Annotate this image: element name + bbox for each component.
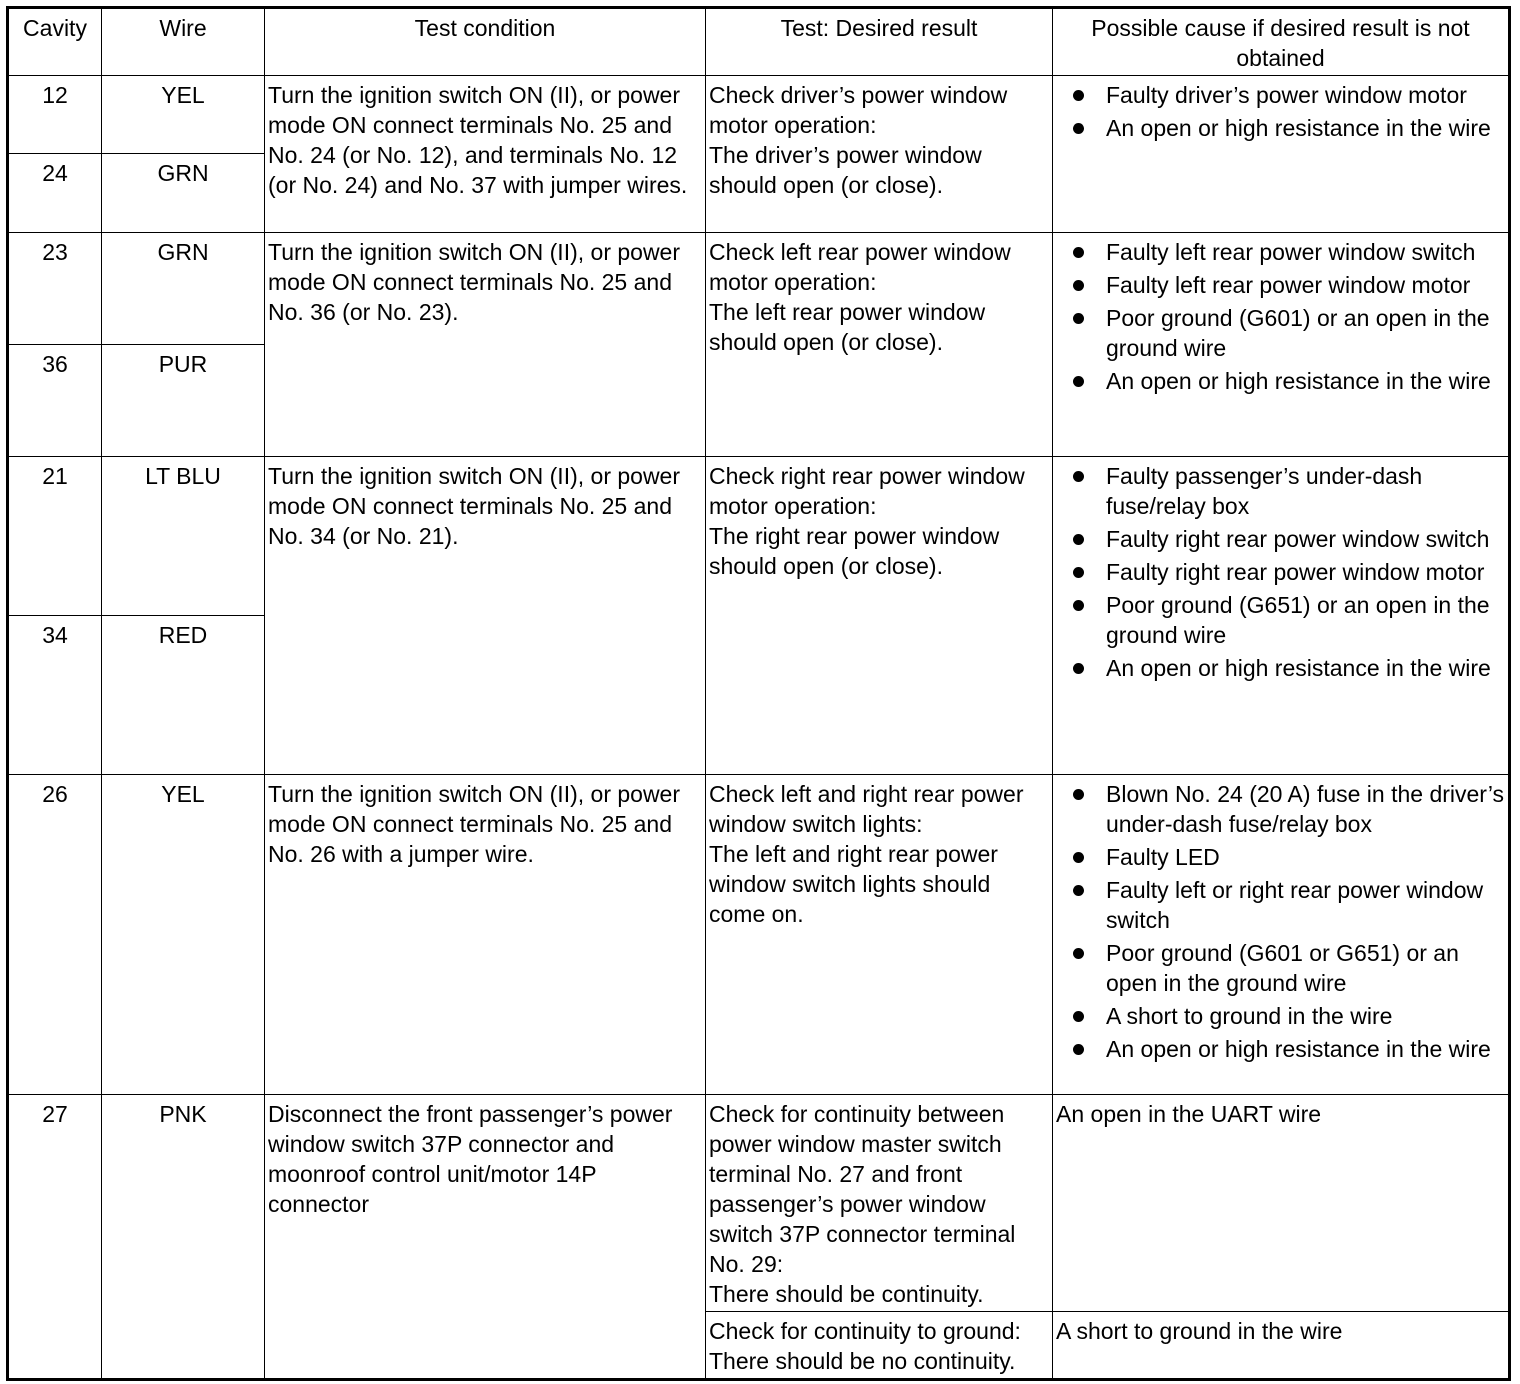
table-row bbox=[8, 457, 1510, 616]
cause-item: An open or high resistance in the wire bbox=[1056, 653, 1505, 683]
cause-list bbox=[1056, 80, 1505, 143]
possible-cause-cell bbox=[1053, 76, 1510, 233]
possible-cause-cell bbox=[1053, 233, 1510, 457]
cause-item: Poor ground (G601) or an open in the ground wire bbox=[1056, 303, 1505, 363]
test-condition-cell: Turn the ignition switch ON (II), or power mode ON connect terminals No. 25 and No. 24 (or No. 12), and terminals No. 12 (or No. 24) and No. 37 with jumper wires. bbox=[265, 76, 706, 233]
cause-item: Faulty right rear power window motor bbox=[1056, 557, 1505, 587]
cause-item: An open or high resistance in the wire bbox=[1056, 366, 1505, 396]
desired-result-cell: Check right rear power window motor operation: The right rear power window should open (or close). bbox=[706, 457, 1053, 775]
possible-cause-cell bbox=[1053, 457, 1510, 775]
wire-cell: PNK bbox=[102, 1095, 265, 1380]
troubleshooting-table bbox=[6, 6, 1511, 1381]
cavity-cell: 27 bbox=[8, 1095, 102, 1380]
test-condition-cell: Turn the ignition switch ON (II), or power mode ON connect terminals No. 25 and No. 34 (or No. 21). bbox=[265, 457, 706, 775]
cavity-cell: 36 bbox=[8, 345, 102, 457]
cause-item: Faulty right rear power window switch bbox=[1056, 524, 1505, 554]
cause-item: A short to ground in the wire bbox=[1056, 1001, 1505, 1031]
possible-cause-cell bbox=[1053, 775, 1510, 1095]
cavity-cell: 12 bbox=[8, 76, 102, 154]
desired-result-cell: Check for continuity to ground: There should be no continuity. bbox=[706, 1312, 1053, 1380]
cause-list bbox=[1056, 461, 1505, 683]
cause-list bbox=[1056, 237, 1505, 396]
cause-item: An open or high resistance in the wire bbox=[1056, 113, 1505, 143]
table-row bbox=[8, 233, 1510, 345]
table-row bbox=[8, 76, 1510, 154]
cavity-cell: 24 bbox=[8, 154, 102, 233]
wire-cell: PUR bbox=[102, 345, 265, 457]
cavity-cell: 21 bbox=[8, 457, 102, 616]
wire-cell: LT BLU bbox=[102, 457, 265, 616]
desired-result-cell: Check left and right rear power window switch lights: The left and right rear power window switch lights should come on. bbox=[706, 775, 1053, 1095]
desired-result-cell: Check driver’s power window motor operation: The driver’s power window should open (or close). bbox=[706, 76, 1053, 233]
test-condition-cell: Turn the ignition switch ON (II), or power mode ON connect terminals No. 25 and No. 26 with a jumper wire. bbox=[265, 775, 706, 1095]
cause-item: Poor ground (G601 or G651) or an open in the ground wire bbox=[1056, 938, 1505, 998]
wire-cell: GRN bbox=[102, 154, 265, 233]
header-desired-result: Test: Desired result bbox=[706, 8, 1053, 76]
wire-cell: YEL bbox=[102, 76, 265, 154]
cause-item: Faulty left or right rear power window switch bbox=[1056, 875, 1505, 935]
possible-cause-cell: An open in the UART wire bbox=[1053, 1095, 1510, 1312]
desired-result-cell: Check left rear power window motor operation: The left rear power window should open (or close). bbox=[706, 233, 1053, 457]
cavity-cell: 26 bbox=[8, 775, 102, 1095]
header-wire: Wire bbox=[102, 8, 265, 76]
header-test-condition: Test condition bbox=[265, 8, 706, 76]
header-row bbox=[8, 8, 1510, 76]
header-possible-cause: Possible cause if desired result is not obtained bbox=[1053, 8, 1510, 76]
cause-item: Faulty driver’s power window motor bbox=[1056, 80, 1505, 110]
cause-item: Faulty passenger’s under-dash fuse/relay box bbox=[1056, 461, 1505, 521]
cause-item: Poor ground (G651) or an open in the ground wire bbox=[1056, 590, 1505, 650]
wire-cell: YEL bbox=[102, 775, 265, 1095]
cause-item: Faulty left rear power window motor bbox=[1056, 270, 1505, 300]
cause-item: Blown No. 24 (20 A) fuse in the driver’s under-dash fuse/relay box bbox=[1056, 779, 1505, 839]
table-row bbox=[8, 1095, 1510, 1312]
cause-item: Faulty left rear power window switch bbox=[1056, 237, 1505, 267]
cause-list bbox=[1056, 779, 1505, 1064]
wire-cell: GRN bbox=[102, 233, 265, 345]
wire-cell: RED bbox=[102, 616, 265, 775]
cavity-cell: 34 bbox=[8, 616, 102, 775]
possible-cause-cell: A short to ground in the wire bbox=[1053, 1312, 1510, 1380]
cause-item: Faulty LED bbox=[1056, 842, 1505, 872]
cavity-cell: 23 bbox=[8, 233, 102, 345]
table-row bbox=[8, 775, 1510, 1095]
test-condition-cell: Turn the ignition switch ON (II), or power mode ON connect terminals No. 25 and No. 36 (or No. 23). bbox=[265, 233, 706, 457]
desired-result-cell: Check for continuity between power window master switch terminal No. 27 and front passenger’s power window switch 37P connector terminal No. 29: There should be continuity. bbox=[706, 1095, 1053, 1312]
test-condition-cell: Disconnect the front passenger’s power window switch 37P connector and moonroof control unit/motor 14P connector bbox=[265, 1095, 706, 1380]
cause-item: An open or high resistance in the wire bbox=[1056, 1034, 1505, 1064]
header-cavity: Cavity bbox=[8, 8, 102, 76]
